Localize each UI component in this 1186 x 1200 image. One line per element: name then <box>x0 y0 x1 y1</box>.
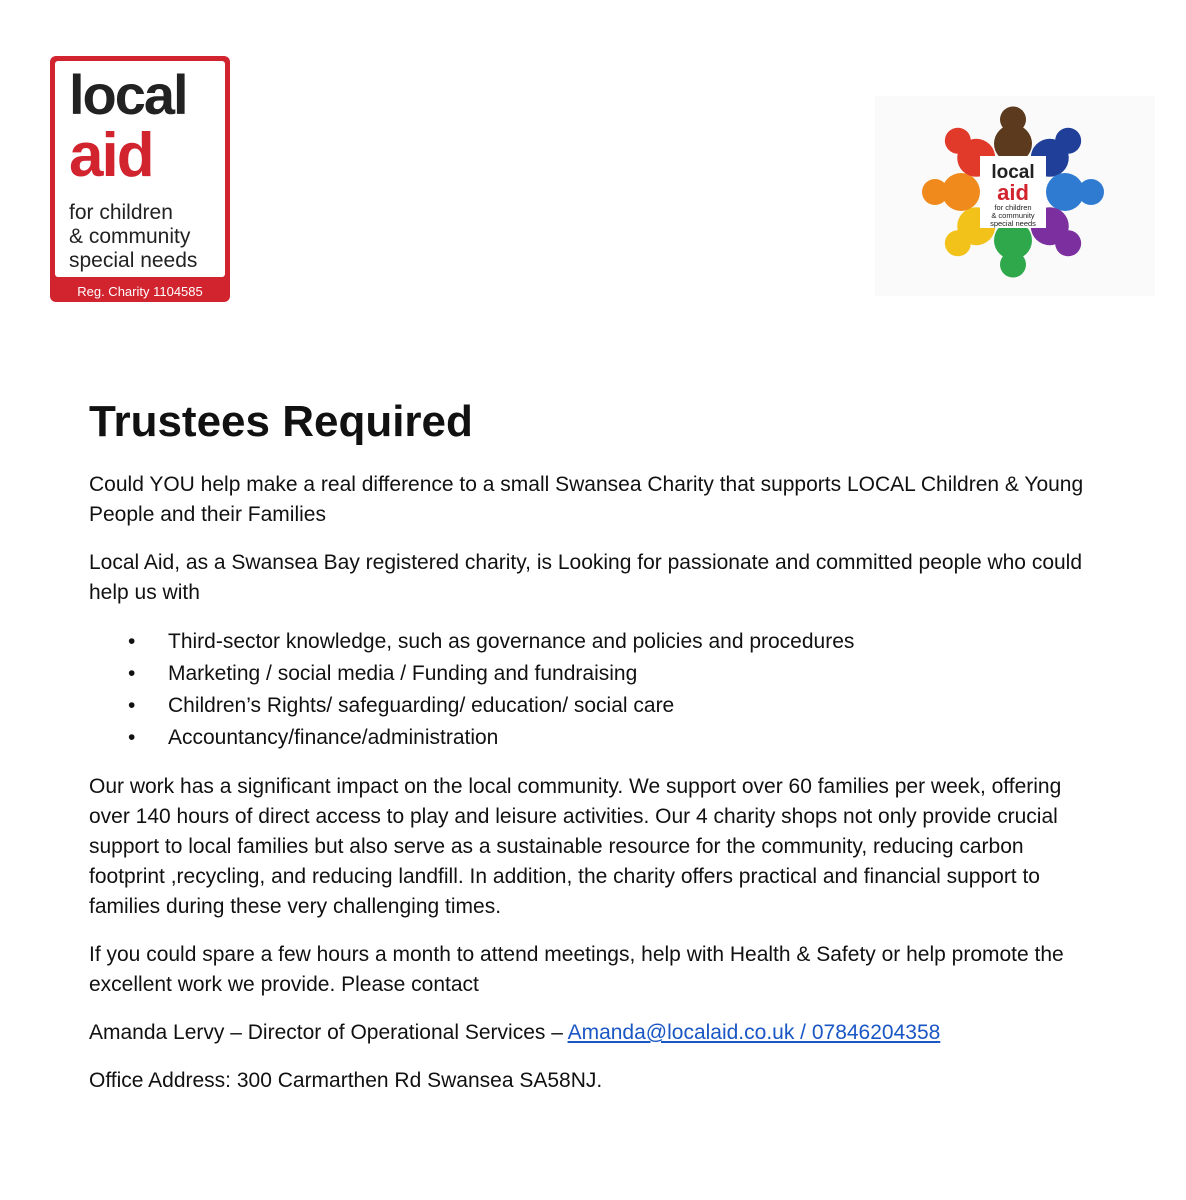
office-address: Office Address: 300 Carmarthen Rd Swansea SA58NJ. <box>89 1069 603 1092</box>
ring-logo-tagline-line: for children <box>994 203 1032 212</box>
contact-name-role: Amanda Lervy – Director of Operational Services – <box>89 1021 568 1044</box>
ring-logo-tagline-line: & community <box>991 211 1035 220</box>
list-item-text: Accountancy/finance/administration <box>168 726 499 749</box>
figure-body-icon <box>1046 173 1084 211</box>
page-title: Trustees Required <box>89 397 473 446</box>
ring-logo-word-local: local <box>991 162 1035 183</box>
logo-tagline <box>69 201 197 273</box>
logo-word-aid: aid <box>69 121 153 190</box>
logo-tagline-line: for children <box>69 201 173 224</box>
contact-email-phone-link[interactable]: Amanda@localaid.co.uk / 07846204358 <box>567 1021 941 1044</box>
list-item <box>89 658 1099 690</box>
logo-tagline-line: & community <box>69 225 191 248</box>
bullet-icon: • <box>128 630 136 653</box>
list-item-text: Children’s Rights/ safeguarding/ education/ social care <box>168 694 675 717</box>
flyer-body <box>89 394 1099 1114</box>
list-item <box>89 626 1099 658</box>
list-item <box>89 722 1099 754</box>
figure-body-icon <box>942 173 980 211</box>
ring-logo-tagline-line: special needs <box>990 219 1036 228</box>
intro-paragraph: Could YOU help make a real difference to a small Swansea Charity that supports LOCAL Children & Young People and their Families <box>89 473 1084 526</box>
impact-paragraph: Our work has a significant impact on the local community. We support over 60 families per week, offering over 140 hours of direct access to play and leisure activities. Our 4 charity shops not only provide crucial support to local families but also serve as a sustainable resource for the community, reducing carbon footprint ,recycling, and reducing landfill. In addition, the charity offers practical and financial support to families during these very challenging times. <box>89 775 1062 918</box>
list-item-text: Marketing / social media / Funding and fundraising <box>168 662 638 685</box>
local-aid-logo <box>50 56 230 302</box>
logo-tagline-line: special needs <box>69 249 198 272</box>
skills-list <box>89 626 1099 754</box>
contact-line <box>89 1018 1099 1048</box>
list-item <box>89 690 1099 722</box>
community-ring-graphic <box>875 96 1155 296</box>
community-ring-logo <box>875 96 1155 296</box>
bullet-icon: • <box>128 726 136 749</box>
bullet-icon: • <box>128 662 136 685</box>
registration-number: Reg. Charity 1104585 <box>77 284 203 299</box>
ring-logo-word-aid: aid <box>997 180 1029 205</box>
spare-time-paragraph: If you could spare a few hours a month to attend meetings, help with Health & Safety or help promote the excellent work we provide. Please contact <box>89 943 1064 996</box>
looking-paragraph: Local Aid, as a Swansea Bay registered charity, is Looking for passionate and committed people who could help us with <box>89 551 1083 604</box>
list-item-text: Third-sector knowledge, such as governance and policies and procedures <box>168 630 855 653</box>
logo-word-local: local <box>69 63 187 126</box>
bullet-icon: • <box>128 694 136 717</box>
